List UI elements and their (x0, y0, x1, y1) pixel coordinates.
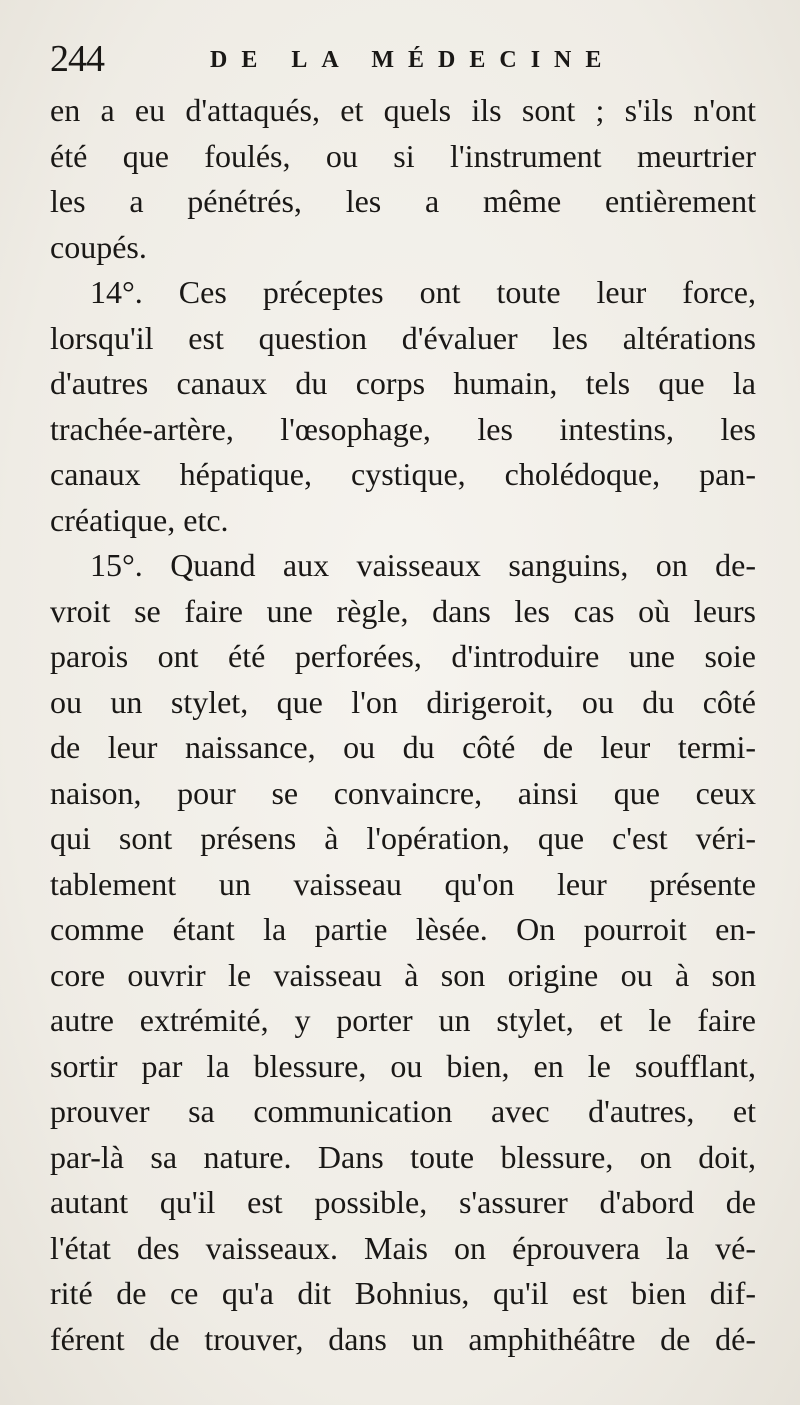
text-line: en a eu d'attaqués, et quels ils sont ; s'ils n'ont (50, 92, 756, 128)
text-line: par-là sa nature. Dans toute blessure, on doit, (50, 1138, 756, 1175)
text-line: 14°. Ces préceptes ont toute leur force, (90, 274, 756, 310)
text-line: les a pénétrés, les a même entièrement (50, 183, 756, 219)
text-line: naison, pour se convaincre, ainsi que ceux (50, 774, 756, 811)
text-line: ou un stylet, que l'on dirigeroit, ou du côté (50, 683, 756, 720)
text-line: core ouvrir le vaisseau à son origine ou à son (50, 956, 756, 993)
text-line: canaux hépatique, cystique, cholédoque, pan- (50, 456, 756, 492)
text-line: vroit se faire une règle, dans les cas où leurs (50, 592, 756, 629)
running-title: DE LA MÉDECINE (210, 47, 616, 73)
text-line: qui sont présens à l'opération, que c'est véri- (50, 820, 756, 856)
text-line: l'état des vaisseaux. Mais on éprouvera la vé- (50, 1229, 756, 1266)
text-line: férent de trouver, dans un amphithéâtre de dé- (50, 1320, 756, 1357)
text-line: parois ont été perforées, d'introduire une soie (50, 638, 756, 674)
text-line: trachée-artère, l'œsophage, les intestins, les (50, 410, 756, 447)
body-text (50, 88, 756, 1362)
text-line: prouver sa communication avec d'autres, et (50, 1093, 756, 1129)
text-line: de leur naissance, ou du côté de leur termi- (50, 729, 756, 765)
text-line: tablement un vaisseau qu'on leur présente (50, 865, 756, 902)
running-head (50, 34, 750, 84)
text-line: d'autres canaux du corps humain, tels que la (50, 365, 756, 401)
text-line: autant qu'il est possible, s'assurer d'abord de (50, 1184, 756, 1220)
text-line: comme étant la partie lèsée. On pourroit en- (50, 911, 756, 947)
text-line: rité de ce qu'a dit Bohnius, qu'il est bien dif- (50, 1275, 756, 1311)
text-line: 15°. Quand aux vaisseaux sanguins, on de- (90, 547, 756, 583)
text-line: lorsqu'il est question d'évaluer les altérations (50, 319, 756, 356)
text-line: été que foulés, ou si l'instrument meurtrier (50, 137, 756, 174)
text-line: coupés. (50, 228, 147, 265)
text-line: autre extrémité, y porter un stylet, et le faire (50, 1002, 756, 1038)
text-line: sortir par la blessure, ou bien, en le soufflant, (50, 1047, 756, 1084)
page-number: 244 (50, 38, 104, 80)
text-line: créatique, etc. (50, 501, 229, 538)
